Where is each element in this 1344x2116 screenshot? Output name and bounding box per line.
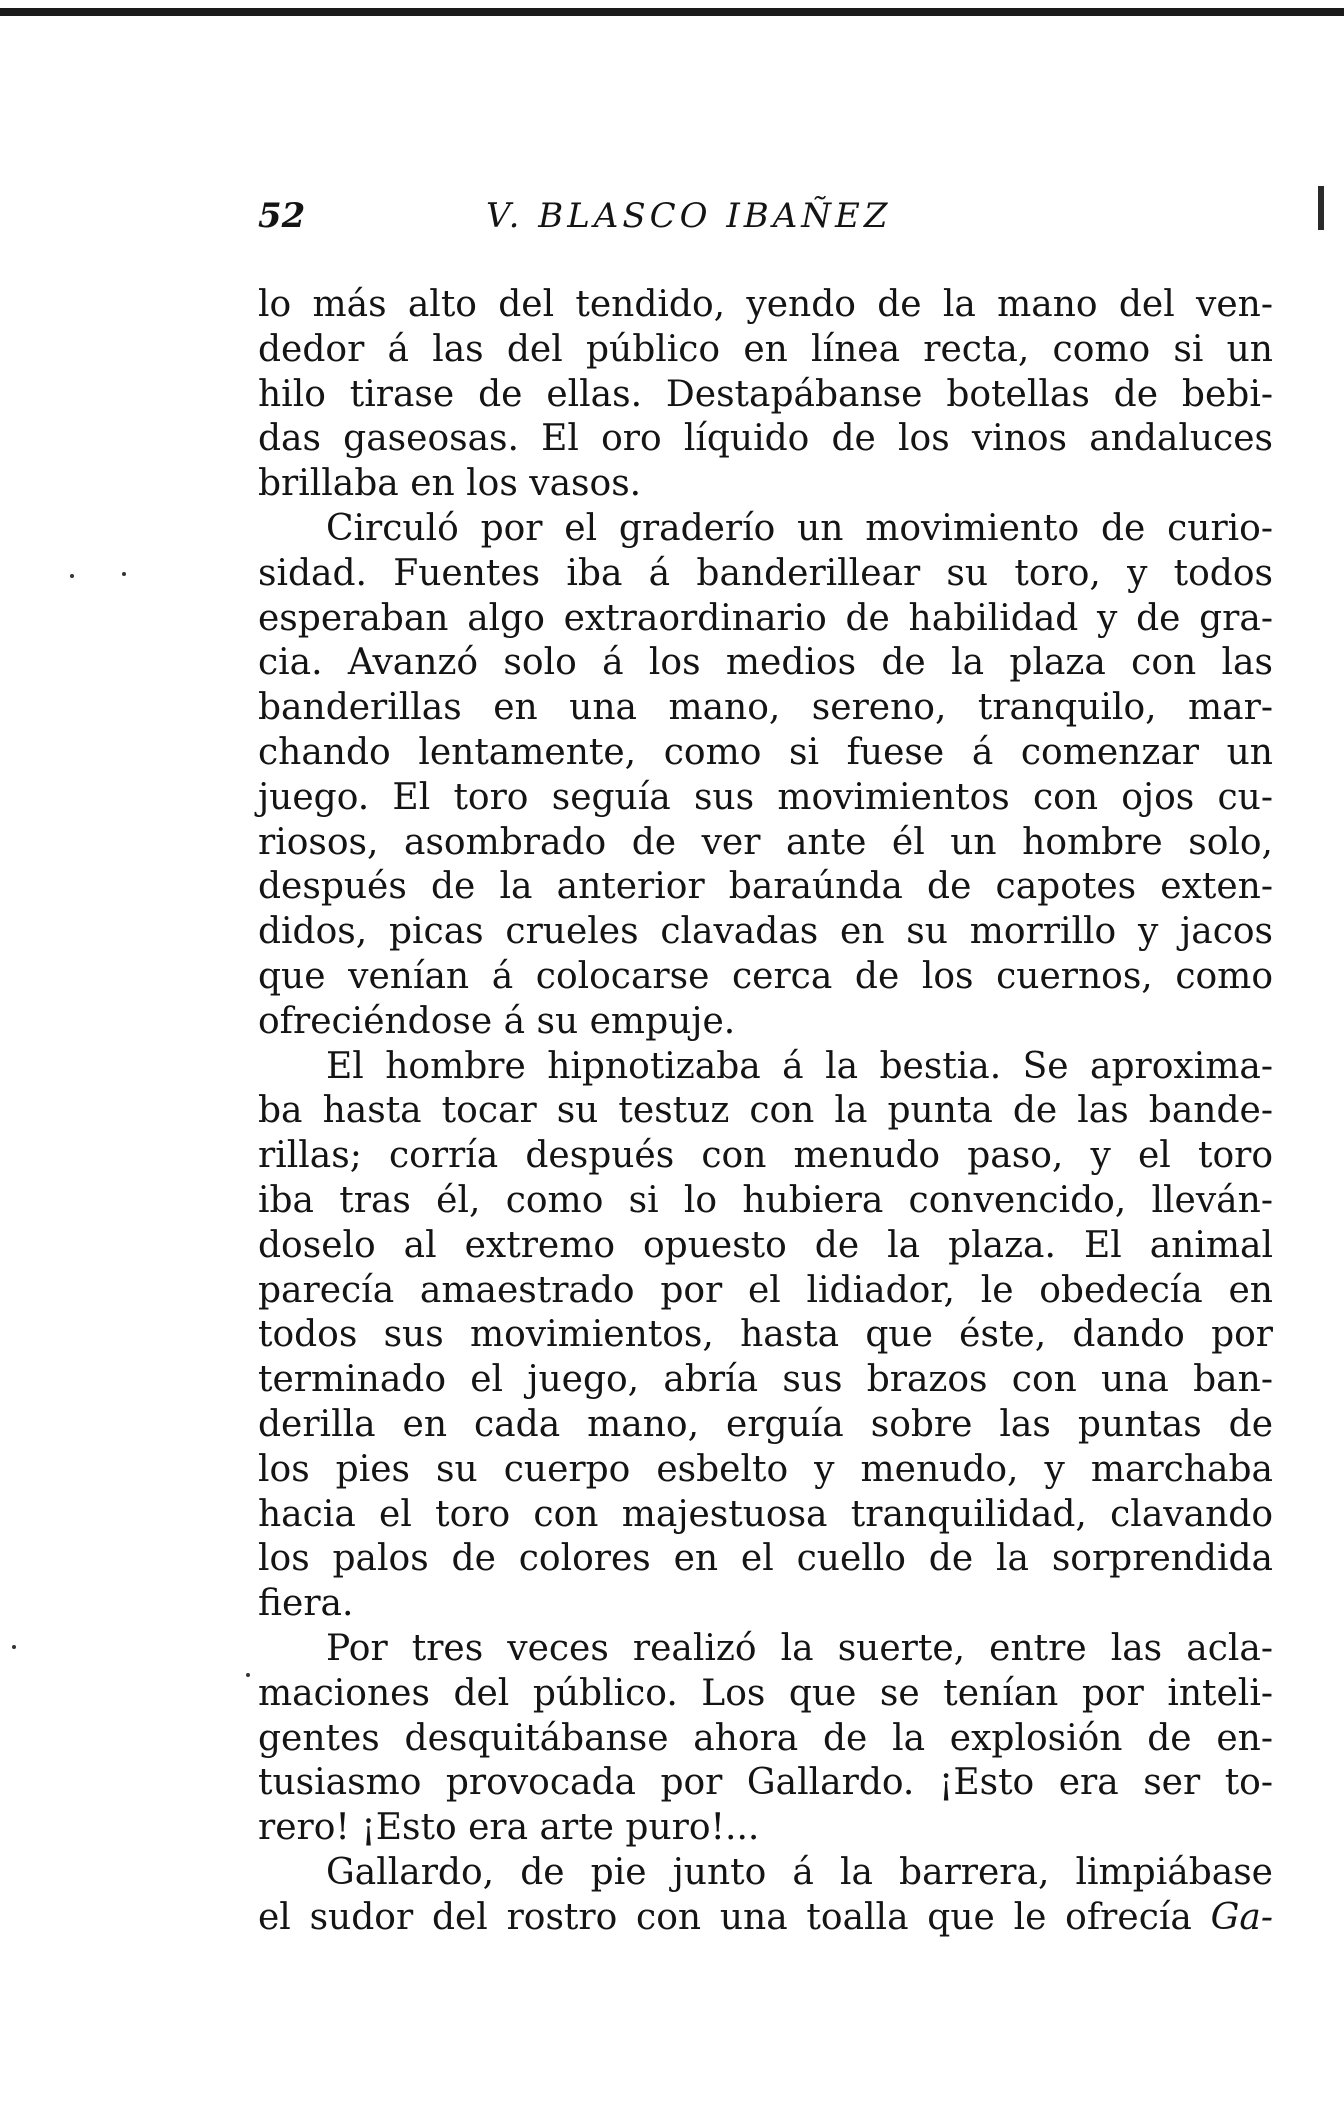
text-line: los pies su cuerpo esbelto y menudo, y marchaba — [258, 1448, 1273, 1490]
text-line: tusiasmo provocada por Gallardo. ¡Esto era ser to- — [258, 1762, 1273, 1804]
margin-speck — [122, 572, 126, 576]
text-line: Por tres veces realizó la suerte, entre las acla- — [326, 1627, 1273, 1669]
text-line: ba hasta tocar su testuz con la punta de las bande- — [258, 1090, 1273, 1132]
text-line-plain: el sudor del rostro con una toalla que le ofrecía — [258, 1896, 1211, 1938]
text-line: rillas; corría después con menudo paso, y el toro — [258, 1135, 1273, 1177]
top-border-rule — [0, 8, 1344, 16]
text-line: didos, picas crueles clavadas en su morrillo y jacos — [258, 911, 1273, 953]
margin-ink-mark — [1318, 186, 1324, 230]
text-line: que venían á colocarse cerca de los cuernos, como — [258, 955, 1273, 997]
text-line: sidad. Fuentes iba á banderillear su toro, y todos — [258, 552, 1273, 594]
text-line: todos sus movimientos, hasta que éste, dando por — [258, 1314, 1273, 1356]
text-line: das gaseosas. El oro líquido de los vinos andaluces — [258, 418, 1273, 460]
text-line: riosos, asombrado de ver ante él un hombre solo, — [258, 821, 1273, 863]
text-line: maciones del público. Los que se tenían por inteli- — [258, 1672, 1273, 1714]
text-line: hacia el toro con majestuosa tranquilidad, clavando — [258, 1493, 1273, 1535]
text-line: cia. Avanzó solo á los medios de la plaza con las — [258, 642, 1273, 684]
margin-speck — [246, 1673, 250, 1677]
text-line: El hombre hipnotizaba á la bestia. Se aproxima- — [326, 1045, 1273, 1087]
body-text — [258, 283, 1273, 1940]
text-line: hilo tirase de ellas. Destapábanse botellas de bebi- — [258, 373, 1273, 415]
text-line: ofreciéndose á su empuje. — [258, 1000, 736, 1042]
text-line: doselo al extremo opuesto de la plaza. El animal — [258, 1224, 1273, 1266]
text-line: derilla en cada mano, erguía sobre las puntas de — [258, 1403, 1273, 1445]
text-line-italic: Ga- — [1210, 1896, 1273, 1938]
text-line: rero! ¡Esto era arte puro!... — [258, 1807, 760, 1849]
text-line: banderillas en una mano, sereno, tranquilo, mar- — [258, 687, 1273, 729]
text-line: juego. El toro seguía sus movimientos con ojos cu- — [258, 776, 1273, 818]
running-title: V. BLASCO IBAÑEZ — [486, 196, 892, 236]
text-line: brillaba en los vasos. — [258, 463, 642, 505]
text-line: lo más alto del tendido, yendo de la mano del ven- — [258, 284, 1273, 325]
margin-speck — [70, 574, 74, 578]
text-line: después de la anterior baraúnda de capotes exten- — [258, 866, 1273, 908]
text-line: iba tras él, como si lo hubiera convencido, lleván- — [258, 1179, 1273, 1221]
running-head — [258, 196, 1268, 246]
text-line: Gallardo, de pie junto á la barrera, limpiábase — [326, 1851, 1273, 1893]
text-line: los palos de colores en el cuello de la sorprendida — [258, 1538, 1273, 1580]
page-number: 52 — [258, 196, 306, 236]
text-line: fiera. — [258, 1583, 354, 1625]
text-line: terminado el juego, abría sus brazos con una ban- — [258, 1359, 1273, 1401]
text-line: gentes desquitábanse ahora de la explosión de en- — [258, 1717, 1273, 1759]
text-line — [258, 1896, 1273, 1941]
text-line: chando lentamente, como si fuese á comenzar un — [258, 731, 1273, 773]
text-line: esperaban algo extraordinario de habilidad y de gra- — [258, 597, 1273, 639]
margin-speck — [12, 1645, 16, 1649]
text-line: Circuló por el graderío un movimiento de curio- — [326, 507, 1273, 549]
text-line: dedor á las del público en línea recta, como si un — [258, 328, 1273, 370]
text-line: parecía amaestrado por el lidiador, le obedecía en — [258, 1269, 1273, 1311]
